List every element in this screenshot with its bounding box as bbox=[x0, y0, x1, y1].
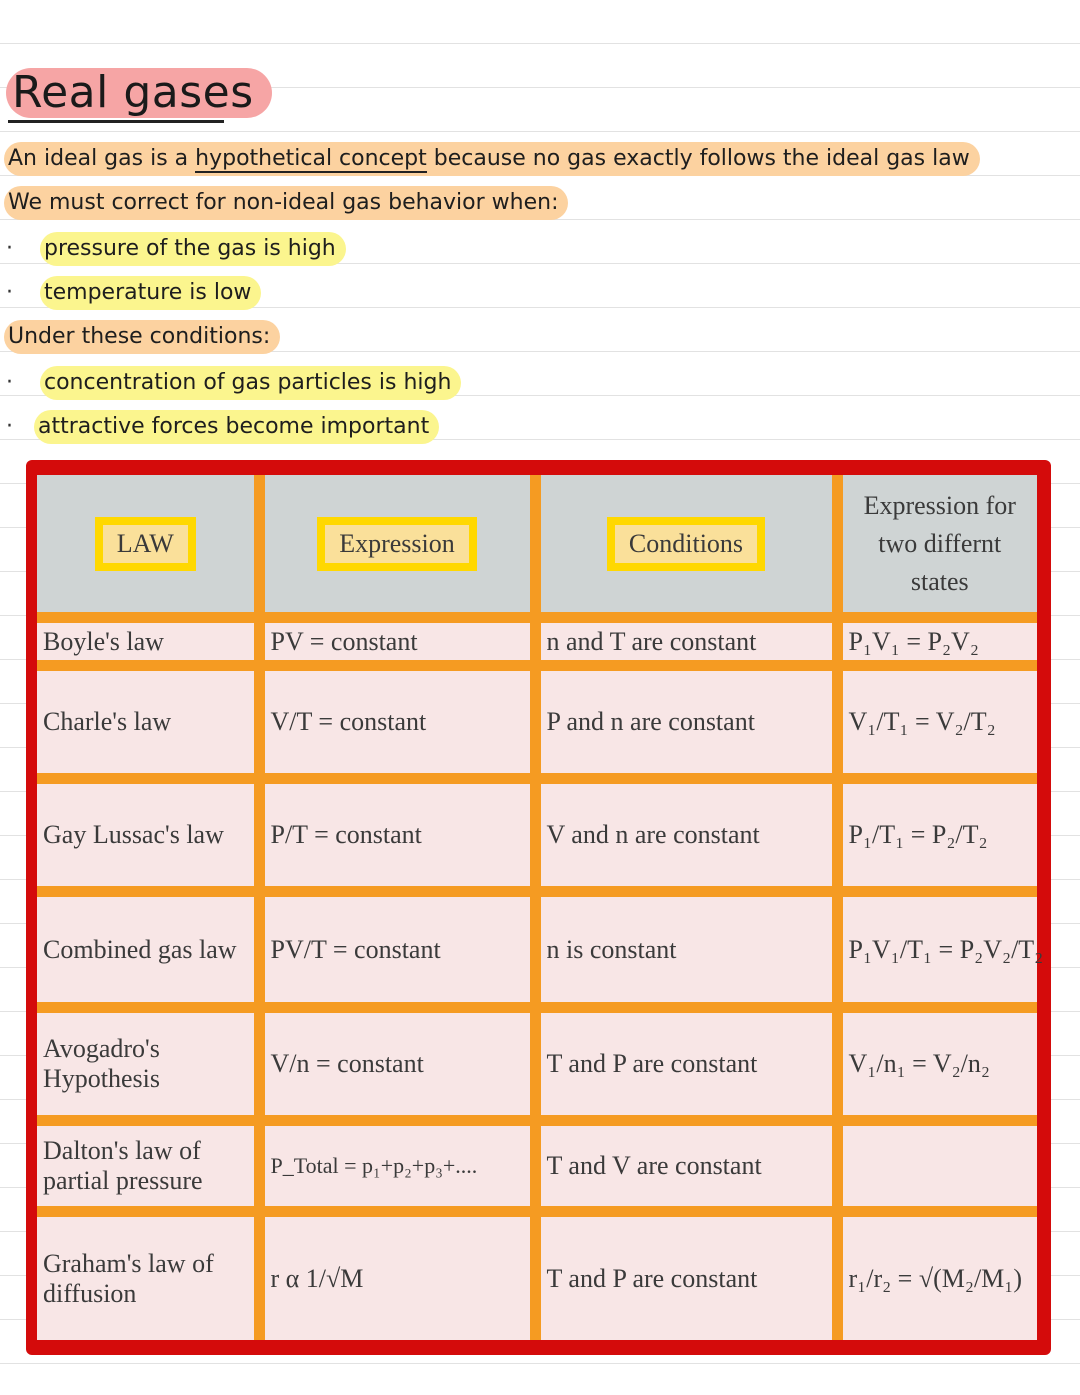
table-row bbox=[37, 1212, 1037, 1340]
page-title: Real gases bbox=[6, 68, 272, 118]
table-row bbox=[37, 892, 1037, 1007]
table-header-row bbox=[37, 475, 1037, 618]
law-condition: P and n are constant bbox=[535, 666, 837, 779]
law-expression: r α 1/√M bbox=[259, 1212, 535, 1340]
law-states bbox=[837, 1120, 1037, 1211]
law-name: Charle's law bbox=[37, 666, 259, 779]
gas-laws-table bbox=[37, 475, 1044, 1340]
law-expression: P/T = constant bbox=[259, 779, 535, 892]
law-condition: T and V are constant bbox=[535, 1120, 837, 1211]
header-conditions: Conditions bbox=[535, 475, 837, 618]
highlight-hypothetical-concept: hypothetical concept bbox=[195, 146, 427, 171]
law-states: P₁/T₁ = P₂/T₂ bbox=[837, 779, 1037, 892]
bullet-temperature-low: temperature is low bbox=[40, 276, 261, 310]
law-name: Dalton's law of partial pressure bbox=[37, 1120, 259, 1211]
bullet-dot: · bbox=[6, 370, 13, 395]
law-name: Combined gas law bbox=[37, 892, 259, 1007]
law-states: V₁/T₁ = V₂/T₂ bbox=[837, 666, 1037, 779]
law-condition: n and T are constant bbox=[535, 618, 837, 666]
law-name: Boyle's law bbox=[37, 618, 259, 666]
table-row bbox=[37, 1120, 1037, 1211]
law-states: P₁V₁/T₁ = P₂V₂/T₂ bbox=[837, 892, 1037, 1007]
title-underline bbox=[8, 120, 224, 123]
law-expression: V/T = constant bbox=[259, 666, 535, 779]
note-line-ideal-gas: An ideal gas is a hypothetical concept because no gas exactly follows the ideal gas law bbox=[4, 142, 980, 176]
bullet-dot: · bbox=[6, 236, 13, 261]
table-row bbox=[37, 666, 1037, 779]
law-states: P₁V₁ = P₂V₂ bbox=[837, 618, 1037, 666]
law-expression: PV/T = constant bbox=[259, 892, 535, 1007]
header-two-states: Expression for two differnt states bbox=[837, 475, 1037, 618]
table-row bbox=[37, 618, 1037, 666]
law-condition: T and P are constant bbox=[535, 1007, 837, 1120]
bullet-concentration-high: concentration of gas particles is high bbox=[40, 366, 461, 400]
law-condition: V and n are constant bbox=[535, 779, 837, 892]
header-law: LAW bbox=[37, 475, 259, 618]
bullet-dot: · bbox=[6, 414, 13, 439]
law-expression: V/n = constant bbox=[259, 1007, 535, 1120]
law-condition: n is constant bbox=[535, 892, 837, 1007]
bullet-attractive-forces: attractive forces become important bbox=[34, 410, 439, 444]
table-row bbox=[37, 1007, 1037, 1120]
law-name: Graham's law of diffusion bbox=[37, 1212, 259, 1340]
note-line-conditions: Under these conditions: bbox=[4, 320, 280, 354]
note-line-correct: We must correct for non-ideal gas behavior when: bbox=[4, 186, 568, 220]
law-condition: T and P are constant bbox=[535, 1212, 837, 1340]
law-states: r₁/r₂ = √(M₂/M₁) bbox=[837, 1212, 1037, 1340]
law-expression: P_Total = p₁+p₂+p₃+.... bbox=[259, 1120, 535, 1211]
law-name: Gay Lussac's law bbox=[37, 779, 259, 892]
bullet-pressure-high: pressure of the gas is high bbox=[40, 232, 346, 266]
bullet-dot: · bbox=[6, 280, 13, 305]
law-name: Avogadro's Hypothesis bbox=[37, 1007, 259, 1120]
law-states: V₁/n₁ = V₂/n₂ bbox=[837, 1007, 1037, 1120]
table-row bbox=[37, 779, 1037, 892]
header-expression: Expression bbox=[259, 475, 535, 618]
law-expression: PV = constant bbox=[259, 618, 535, 666]
